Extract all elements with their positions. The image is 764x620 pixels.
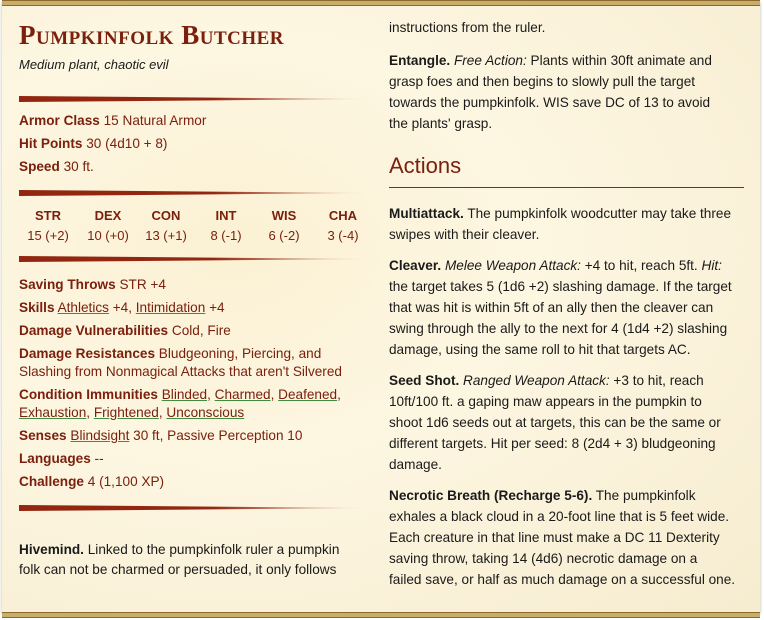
speed [19, 157, 94, 178]
ability-name: CHA [328, 208, 358, 223]
resistances-value-cont: Slashing from Nonmagical Attacks that aren't Silvered [19, 364, 342, 379]
skill-link-intimidation[interactable]: Intimidation [135, 300, 206, 315]
trait-text: folk can not be charmed or persuaded, it only follows [19, 562, 337, 577]
resistances-label: Damage Resistances [19, 346, 156, 361]
condition-link-frightened[interactable]: Frightened [93, 405, 159, 420]
vulnerabilities-label: Damage Vulnerabilities [19, 323, 169, 338]
trait-text: grasp foes and then begins to slowly pull the target [389, 74, 696, 89]
skill-mod: +4 [205, 300, 225, 315]
action-text: failed save, or half as much damage on a successful one. [389, 572, 736, 587]
trait-text: the plants' grasp. [389, 116, 493, 131]
ability-value: 6 (-2) [268, 228, 300, 243]
trait-text: Linked to the pumpkinfolk ruler a pumpkin [87, 542, 340, 557]
languages-value: -- [94, 451, 104, 466]
ability-name: STR [35, 208, 61, 223]
ability-cha [314, 206, 372, 246]
armor-class-value: 15 Natural Armor [103, 113, 207, 128]
action-text: +4 to hit, reach 5ft. [584, 258, 698, 273]
senses-value: 30 ft, Passive Perception 10 [129, 428, 303, 443]
resistances-value: Bludgeoning, Piercing, and [158, 346, 322, 361]
action-text: swipes with their cleaver. [389, 227, 540, 242]
action-text: exhales a black cloud in a 20-foot line that is 5 feet wide. [389, 509, 730, 524]
ability-value: 13 (+1) [145, 228, 187, 243]
condition-link-unconscious[interactable]: Unconscious [166, 405, 245, 420]
action-text: saving throw, taking 14 (4d6) necrotic damage on a [389, 551, 698, 566]
condition-immunities-cont: Exhaustion, Frightened, Unconscious [19, 405, 245, 420]
languages-label: Languages [19, 451, 91, 466]
action-name: Cleaver. [389, 258, 442, 273]
condition-link-charmed[interactable]: Charmed [214, 387, 271, 402]
skill-separator: , [128, 300, 136, 315]
condition-link-exhaustion[interactable]: Exhaustion [19, 405, 87, 420]
hit-points-value: 30 (4d10 + 8) [86, 136, 168, 151]
skill-mod: +4 [108, 300, 129, 315]
action-text: shoot 1d6 seeds out at targets, this can be the same or [389, 415, 721, 430]
ability-value: 15 (+2) [27, 228, 69, 243]
action-necrotic-breath [389, 486, 696, 507]
ability-con [137, 206, 195, 246]
challenge-value: 4 (1,100 XP) [87, 474, 165, 489]
action-text: The pumpkinfolk [595, 488, 696, 503]
ability-value: 10 (+0) [87, 228, 129, 243]
ability-name: WIS [271, 208, 297, 223]
damage-vulnerabilities [19, 321, 231, 342]
action-text: different targets. Hit per seed: 8 (2d4 + 3) bludgeoning [389, 436, 716, 451]
trait-hivemind [19, 540, 339, 561]
trait-name: Hivemind. [19, 542, 84, 557]
ability-name: INT [215, 208, 237, 223]
top-border [2, 0, 760, 6]
action-text: the target takes 5 (1d6 +2) slashing damage. If the target [389, 279, 732, 294]
action-seed-shot [389, 371, 704, 392]
action-name: Necrotic Breath (Recharge 5-6). [389, 488, 593, 503]
actions-rule [389, 187, 744, 188]
condition-immunities-label: Condition Immunities [19, 387, 158, 402]
action-text: damage, using the same roll to hit that targets AC. [389, 342, 691, 357]
action-text: swing through the ally to the next for 4 (1d4 +2) slashing [389, 321, 728, 336]
ability-wis [255, 206, 313, 246]
condition-link-blinded[interactable]: Blinded [161, 387, 208, 402]
saving-throws [19, 275, 166, 296]
bottom-border [2, 612, 760, 618]
skills [19, 298, 225, 319]
vulnerabilities-value: Cold, Fire [171, 323, 231, 338]
skills-label: Skills [19, 300, 55, 315]
action-text: 10ft/100 ft. a gaping maw appears in the pumpkin to [389, 394, 702, 409]
challenge [19, 472, 164, 493]
monster-meta: Medium plant, chaotic evil [19, 57, 169, 72]
actions-heading: Actions [389, 153, 462, 178]
hit-points [19, 134, 167, 155]
senses [19, 426, 302, 447]
ability-str [19, 206, 77, 246]
languages [19, 449, 104, 470]
action-type: Melee Weapon Attack: [444, 258, 581, 273]
action-name: Seed Shot. [389, 373, 460, 388]
hit-points-label: Hit Points [19, 136, 83, 151]
action-text: Each creature in that line must make a DC 11 Dexterity [389, 530, 720, 545]
saving-throws-value: STR +4 [119, 277, 166, 292]
ability-int [197, 206, 255, 246]
trait-text: instructions from the ruler. [389, 20, 546, 35]
monster-name: Pumpkinfolk Butcher [19, 20, 285, 50]
action-name: Multiattack. [389, 206, 464, 221]
condition-link-deafened[interactable]: Deafened [278, 387, 338, 402]
armor-class-label: Armor Class [19, 113, 100, 128]
armor-class [19, 111, 206, 132]
trait-type: Free Action: [453, 53, 527, 68]
action-text: that was hit is within 5ft of an ally then the cleaver can [389, 300, 714, 315]
saving-throws-label: Saving Throws [19, 277, 116, 292]
trait-name: Entangle. [389, 53, 451, 68]
action-text: The pumpkinfolk woodcutter may take three [467, 206, 732, 221]
senses-label: Senses [19, 428, 67, 443]
ability-value: 8 (-1) [210, 228, 242, 243]
ability-name: CON [151, 208, 181, 223]
speed-value: 30 ft. [63, 159, 94, 174]
action-text: +3 to hit, reach [613, 373, 704, 388]
ability-name: DEX [94, 208, 122, 223]
speed-label: Speed [19, 159, 60, 174]
ability-value: 3 (-4) [327, 228, 359, 243]
action-type: Ranged Weapon Attack: [463, 373, 610, 388]
action-hit: Hit: [701, 258, 722, 273]
condition-immunities: Condition Immunities Blinded, Charmed, Deafened, [19, 387, 341, 402]
trait-entangle [389, 51, 712, 72]
challenge-label: Challenge [19, 474, 84, 489]
ability-dex [79, 206, 137, 246]
action-multiattack [389, 204, 731, 225]
trait-text: Plants within 30ft animate and [530, 53, 712, 68]
sense-link-blindsight[interactable]: Blindsight [70, 428, 130, 443]
skill-link-athletics[interactable]: Athletics [57, 300, 109, 315]
action-text: damage. [389, 457, 442, 472]
action-cleaver [389, 256, 722, 277]
trait-text: towards the pumpkinfolk. WIS save DC of 13 to avoid [389, 95, 711, 110]
